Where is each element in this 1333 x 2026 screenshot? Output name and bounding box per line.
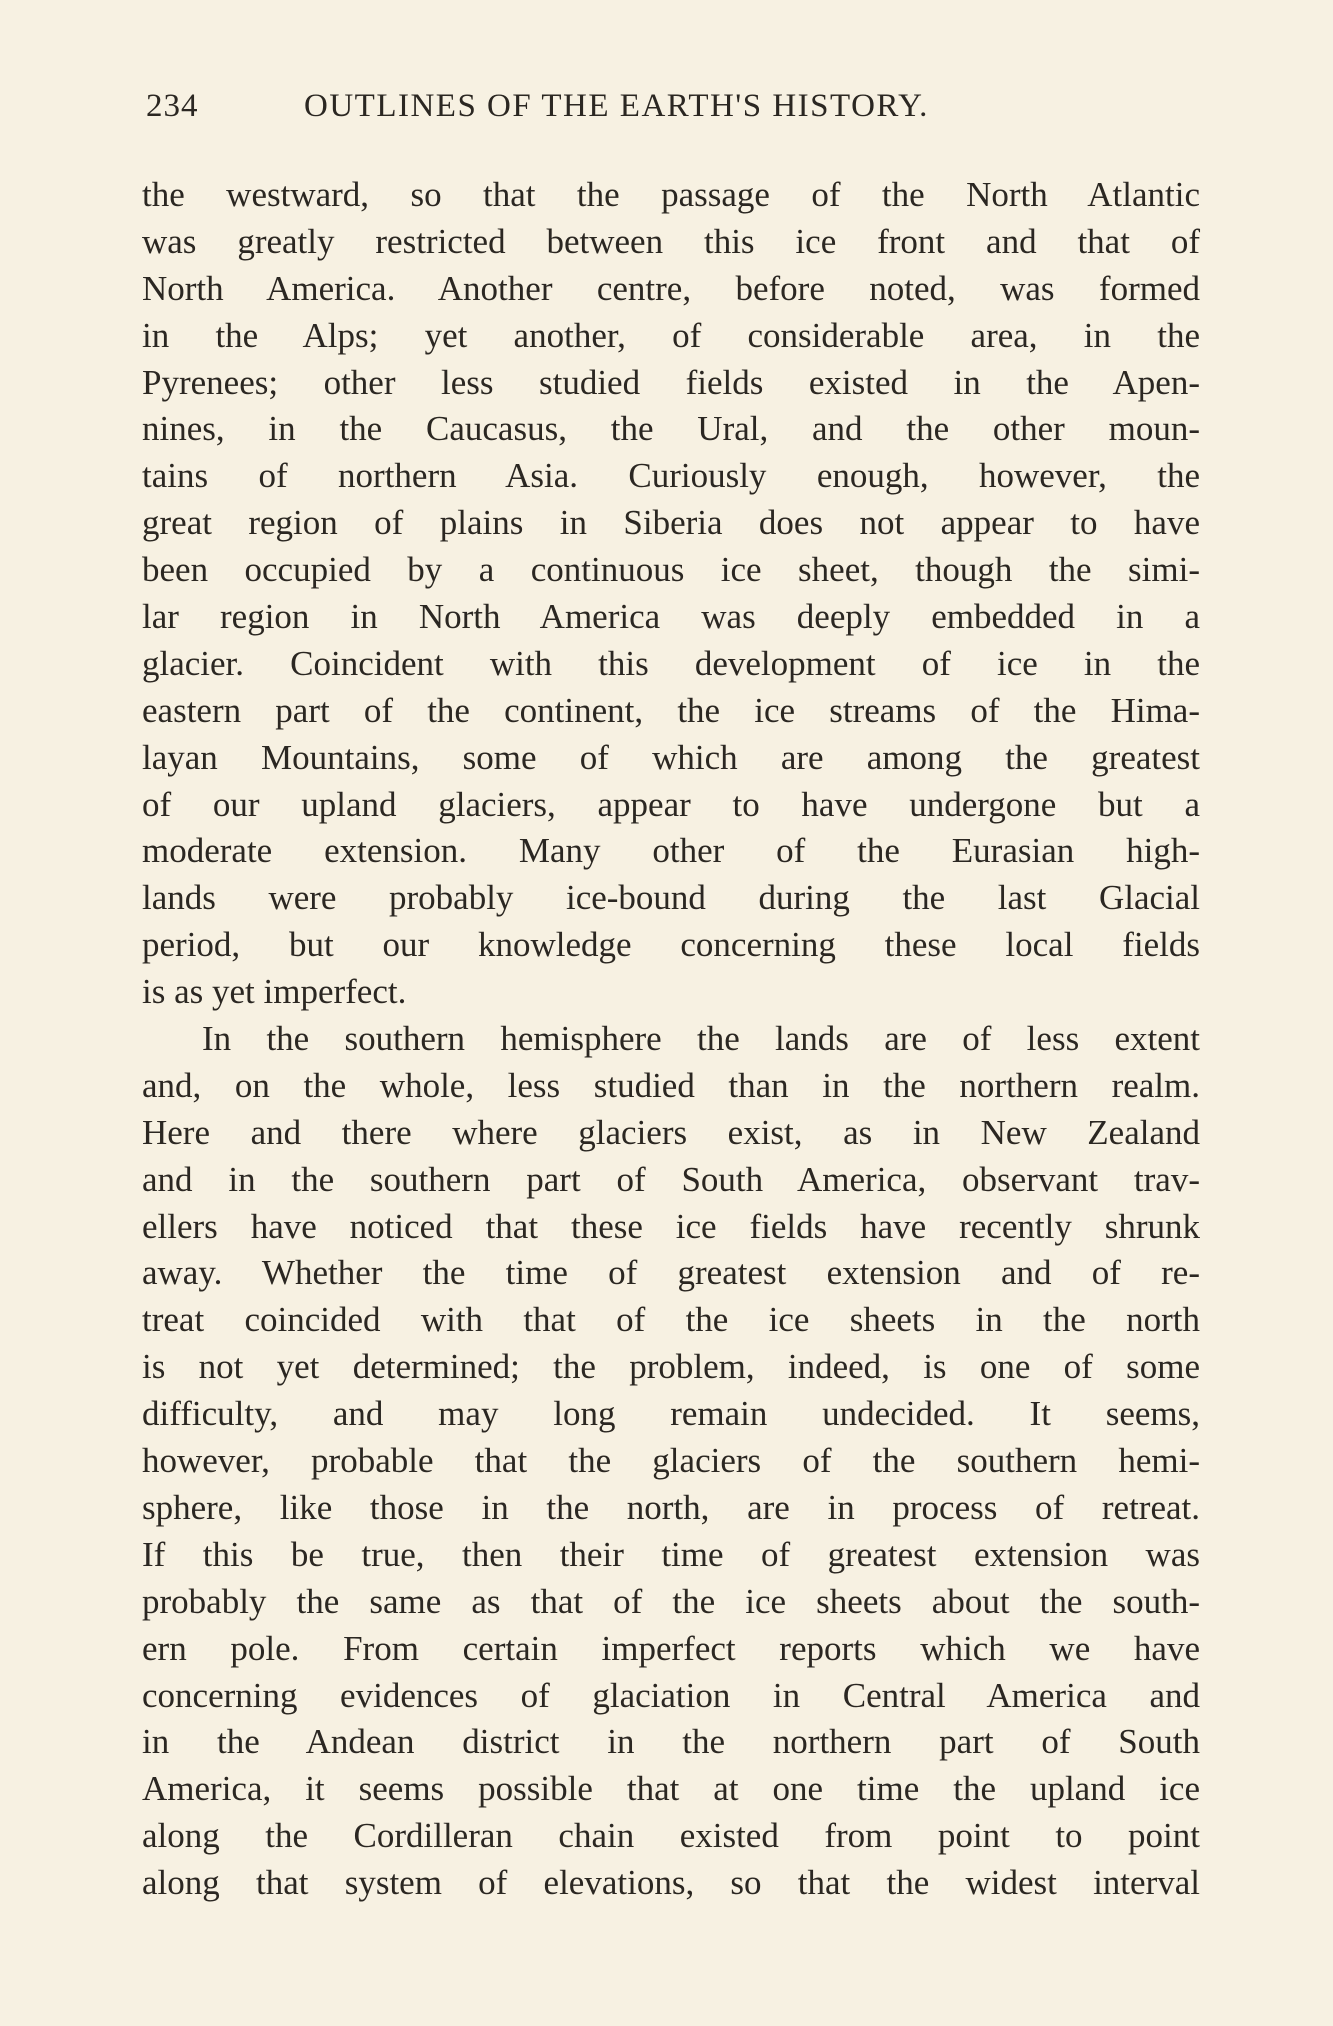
text-line: glacier. Coincident with this development of ice in the	[142, 643, 1200, 683]
text-line: ern pole. From certain imperfect reports which we have	[142, 1628, 1200, 1668]
text-line: Here and there where glaciers exist, as in New Zealand	[142, 1112, 1200, 1152]
text-line: along that system of elevations, so that the widest interval	[142, 1863, 1200, 1903]
text-line: however, probable that the glaciers of the southern hemi-	[142, 1441, 1200, 1481]
text-line: North America. Another centre, before noted, was formed	[142, 268, 1200, 308]
text-line: been occupied by a continuous ice sheet, though the simi-	[142, 550, 1200, 590]
text-line: If this be true, then their time of greatest extension was	[142, 1534, 1200, 1574]
running-head-title: OUTLINES OF THE EARTH'S HISTORY.	[304, 88, 929, 124]
body-text	[142, 172, 1200, 1907]
text-line: treat coincided with that of the ice sheets in the north	[142, 1300, 1200, 1340]
page-number: 234	[146, 88, 199, 124]
text-line: period, but our knowledge concerning these local fields	[142, 925, 1200, 965]
text-line: and, on the whole, less studied than in the northern realm.	[142, 1065, 1200, 1105]
text-line: in the Andean district in the northern part of South	[142, 1722, 1200, 1762]
text-line: was greatly restricted between this ice front and that of	[142, 221, 1200, 261]
text-line: tains of northern Asia. Curiously enough, however, the	[142, 456, 1200, 496]
paragraph-start-line: In the southern hemisphere the lands are of less extent	[202, 1019, 1200, 1059]
text-line: eastern part of the continent, the ice streams of the Hima-	[142, 690, 1200, 730]
paragraph-end-line: is as yet imperfect.	[142, 972, 407, 1012]
text-line: lands were probably ice-bound during the last Glacial	[142, 878, 1200, 918]
text-line: moderate extension. Many other of the Eurasian high-	[142, 831, 1200, 871]
text-line: layan Mountains, some of which are among the greatest	[142, 737, 1200, 777]
text-line: of our upland glaciers, appear to have undergone but a	[142, 784, 1200, 824]
text-line: lar region in North America was deeply embedded in a	[142, 597, 1200, 637]
text-line: nines, in the Caucasus, the Ural, and the other moun-	[142, 409, 1200, 449]
text-line: great region of plains in Siberia does not appear to have	[142, 503, 1200, 543]
text-line: concerning evidences of glaciation in Central America and	[142, 1675, 1200, 1715]
text-line: in the Alps; yet another, of considerable area, in the	[142, 315, 1200, 355]
text-line: and in the southern part of South America, observant trav-	[142, 1159, 1200, 1199]
text-line: is not yet determined; the problem, indeed, is one of some	[142, 1347, 1200, 1387]
text-line: difficulty, and may long remain undecided. It seems,	[142, 1394, 1200, 1434]
text-line: along the Cordilleran chain existed from point to point	[142, 1816, 1200, 1856]
text-line: sphere, like those in the north, are in process of retreat.	[142, 1487, 1200, 1527]
text-line: the westward, so that the passage of the North Atlantic	[142, 175, 1200, 214]
text-line: probably the same as that of the ice sheets about the south-	[142, 1581, 1200, 1621]
text-line: Pyrenees; other less studied fields existed in the Apen-	[142, 362, 1200, 402]
text-line: ellers have noticed that these ice fields have recently shrunk	[142, 1206, 1200, 1246]
text-line: away. Whether the time of greatest extension and of re-	[142, 1253, 1200, 1293]
text-line: America, it seems possible that at one time the upland ice	[142, 1769, 1200, 1809]
running-head	[146, 88, 1196, 138]
